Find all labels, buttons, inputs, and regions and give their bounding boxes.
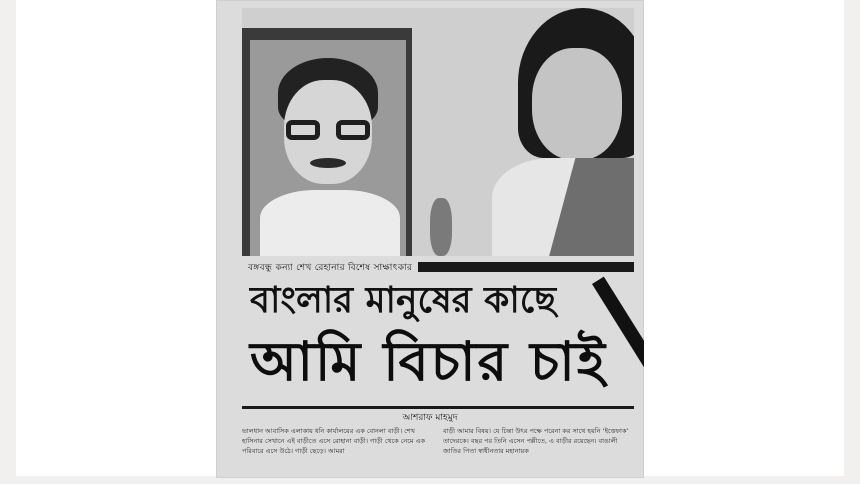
portrait-glasses [286,120,370,140]
portrait-mustache [310,158,346,168]
hand-holding-frame [430,198,452,256]
woman-face [532,48,622,160]
portrait-image [250,40,406,256]
newspaper-photo [242,8,634,256]
article-body [242,426,634,478]
framed-portrait [242,28,412,256]
byline-rule [242,406,634,409]
caption-bar [418,262,634,272]
headline-line-1: বাংলার মানুষের কাছে [250,279,557,321]
headline-line-2: আমি বিচার চাই [250,329,607,393]
article-column-1: ভালধান আবাসিক এলাকায় ধনি কার্যালয়ের এক বোনলা বাড়ী। শেখ হাসিনার সেখানে এই বাড়ীতে এসে রোহানা বাড়ী। গাড়ী থেকে নেমে এক পরিবারে এসে উঠে। গাড়ী ছেড়ে। আমরা [242,427,426,455]
byline: আশরাফ মাহমুদ [402,413,458,423]
photo-caption: বঙ্গবন্ধু কন্যা শেখ রেহানার বিশেষ সাক্ষাৎকার [248,262,413,273]
portrait-shirt [260,190,400,256]
article-column-2: বাড়ী আমার বিষয়। যে চিন্তা উৎর পক্ষে পরেনা কর সাথে হয়নি ‘ইত্তেফাক’ তাদেরকে। বছর পর তিনি এসেন পল্লীতে, এ বাড়ীর রয়েছেন। বাঙালী জাতির পিতা স্বাধীনতার মহানায়ক [443,427,629,455]
newspaper-clipping [216,0,644,478]
caption-row [242,260,634,274]
